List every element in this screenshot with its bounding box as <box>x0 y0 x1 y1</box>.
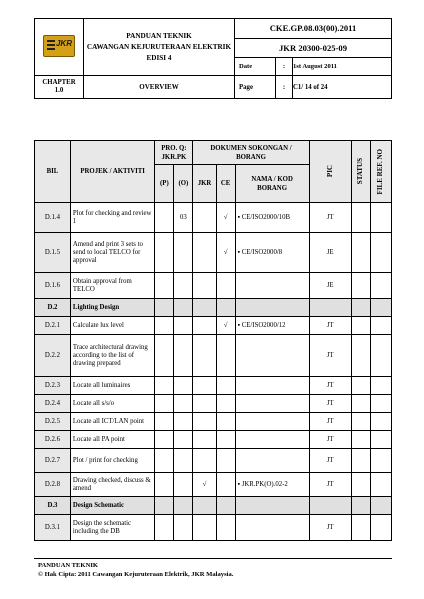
page-label: Page <box>235 76 276 99</box>
jkr-logo: JKR <box>43 35 75 57</box>
row-pic: JT <box>309 395 351 413</box>
row-jkr-check <box>193 431 216 449</box>
row-form-code: ▪ CE/ISO2000/12 <box>235 317 309 335</box>
row-status <box>351 413 370 431</box>
row-file-ref <box>370 317 391 335</box>
row-o <box>174 273 193 299</box>
row-ce-check <box>216 377 235 395</box>
table-row <box>35 431 392 449</box>
row-pic: JT <box>309 317 351 335</box>
table-row <box>35 233 392 273</box>
row-ce-check <box>216 395 235 413</box>
row-status <box>351 335 370 377</box>
row-file-ref <box>370 413 391 431</box>
row-p <box>155 431 174 449</box>
row-pic: JE <box>309 273 351 299</box>
date-label: Date <box>235 58 276 76</box>
row-jkr-check <box>193 273 216 299</box>
row-file-ref <box>370 515 391 541</box>
row-pic: JT <box>309 473 351 497</box>
row-ce-check <box>216 335 235 377</box>
row-bil: D.3.1 <box>35 515 71 541</box>
row-bil: D.1.6 <box>35 273 71 299</box>
row-status <box>351 273 370 299</box>
row-form-code: ▪ CE/ISO2000/8 <box>235 233 309 273</box>
table-row <box>35 203 392 233</box>
row-activity: Plot for checking and review 1 <box>70 203 154 233</box>
row-bil: D.2.6 <box>35 431 71 449</box>
row-p <box>155 203 174 233</box>
row-pic: JE <box>309 233 351 273</box>
table-row <box>35 317 392 335</box>
table-row <box>35 497 392 515</box>
header-status: STATUS <box>351 141 370 203</box>
row-jkr-check <box>193 377 216 395</box>
header-pro-q: PRO. Q: JKR.PK <box>155 141 193 165</box>
header-ce: CE <box>216 165 235 203</box>
row-o <box>174 413 193 431</box>
row-p <box>155 377 174 395</box>
page-sep: : <box>276 76 293 99</box>
doc-code: CKE.GP.08.03(00).2011 <box>235 19 392 39</box>
row-activity: Design the schematic including the DB <box>70 515 154 541</box>
row-bil: D.2.8 <box>35 473 71 497</box>
row-form-code: ▪ CE/ISO2000/10B <box>235 203 309 233</box>
row-jkr-check <box>193 515 216 541</box>
header-pic: PIC <box>309 141 351 203</box>
row-o <box>174 473 193 497</box>
row-activity: Trace architectural drawing according to the list of drawing prepared <box>70 335 154 377</box>
row-bil: D.1.5 <box>35 233 71 273</box>
row-file-ref <box>370 273 391 299</box>
row-pic: JT <box>309 335 351 377</box>
row-form-code <box>235 449 309 473</box>
org-title: PANDUAN TEKNIK CAWANGAN KEJURUTERAAN ELEKTRIK EDISI 4 <box>84 19 235 76</box>
row-p <box>155 317 174 335</box>
row-jkr-check <box>193 413 216 431</box>
row-activity: Calculate lux level <box>70 317 154 335</box>
row-activity: Locate all PA point <box>70 431 154 449</box>
row-file-ref <box>370 449 391 473</box>
row-form-code <box>235 273 309 299</box>
row-p <box>155 273 174 299</box>
table-row <box>35 299 392 317</box>
chapter-cell: CHAPTER 1.0 <box>35 76 84 99</box>
header-o: (O) <box>174 165 193 203</box>
row-ce-check <box>216 473 235 497</box>
section-heading: Lighting Design <box>70 299 154 317</box>
row-activity: Amend and print 3 sets to send to local TELCO for approval <box>70 233 154 273</box>
row-p <box>155 233 174 273</box>
row-pic: JT <box>309 377 351 395</box>
row-o <box>174 395 193 413</box>
page-footer <box>38 561 233 579</box>
footer-copyright: © Hak Cipta: 2011 Cawangan Kejuruteraan Elektrik, JKR Malaysia. <box>38 571 234 578</box>
row-o <box>174 335 193 377</box>
row-bil: D.2.4 <box>35 395 71 413</box>
row-bil: D.3 <box>35 497 71 515</box>
row-status <box>351 473 370 497</box>
row-status <box>351 377 370 395</box>
row-ce-check <box>216 273 235 299</box>
row-file-ref <box>370 395 391 413</box>
row-jkr-check <box>193 395 216 413</box>
row-o <box>174 515 193 541</box>
row-pic: JT <box>309 515 351 541</box>
row-p <box>155 395 174 413</box>
footer-title: PANDUAN TEKNIK <box>38 562 99 569</box>
table-row <box>35 515 392 541</box>
table-row <box>35 273 392 299</box>
row-activity: Locate all luminaires <box>70 377 154 395</box>
table-row <box>35 473 392 497</box>
activity-table <box>34 140 392 541</box>
table-row <box>35 395 392 413</box>
row-ce-check <box>216 431 235 449</box>
row-o <box>174 233 193 273</box>
row-status <box>351 203 370 233</box>
section-heading: Design Schematic <box>70 497 154 515</box>
header-nama: NAMA / KOD BORANG <box>235 165 309 203</box>
row-activity: Plot / print for checking <box>70 449 154 473</box>
row-activity: Locate all s/s/o <box>70 395 154 413</box>
row-bil: D.2.5 <box>35 413 71 431</box>
table-row <box>35 413 392 431</box>
row-jkr-check <box>193 449 216 473</box>
row-pic: JT <box>309 203 351 233</box>
logo-cell <box>35 19 84 76</box>
section-title: OVERVIEW <box>84 76 235 99</box>
row-file-ref <box>370 203 391 233</box>
row-o <box>174 377 193 395</box>
ref-code: JKR 20300-025-09 <box>235 38 392 58</box>
date-sep: : <box>276 58 293 76</box>
row-form-code <box>235 515 309 541</box>
row-activity: Drawing checked, discuss & amend <box>70 473 154 497</box>
header-projek: PROJEK / AKTIVITI <box>70 141 154 203</box>
document-header <box>34 18 392 99</box>
row-jkr-check <box>193 335 216 377</box>
page-number: C1/ 14 of 24 <box>293 76 392 99</box>
row-o: 03 <box>174 203 193 233</box>
row-bil: D.1.4 <box>35 203 71 233</box>
activity-rows <box>35 203 392 541</box>
header-file-ref: FILE REF. NO <box>370 141 391 203</box>
row-p <box>155 413 174 431</box>
row-status <box>351 233 370 273</box>
row-ce-check <box>216 515 235 541</box>
row-form-code <box>235 413 309 431</box>
row-status <box>351 449 370 473</box>
row-pic: JT <box>309 431 351 449</box>
table-row <box>35 449 392 473</box>
row-activity: Obtain approval from TELCO <box>70 273 154 299</box>
row-file-ref <box>370 431 391 449</box>
header-dokumen: DOKUMEN SOKONGAN / BORANG <box>193 141 309 165</box>
row-file-ref <box>370 377 391 395</box>
row-status <box>351 431 370 449</box>
row-bil: D.2.2 <box>35 335 71 377</box>
row-form-code <box>235 395 309 413</box>
row-pic: JT <box>309 413 351 431</box>
row-ce-check <box>216 449 235 473</box>
row-form-code <box>235 335 309 377</box>
row-bil: D.2.7 <box>35 449 71 473</box>
row-p <box>155 449 174 473</box>
row-jkr-check <box>193 203 216 233</box>
header-jkr: JKR <box>193 165 216 203</box>
table-row <box>35 377 392 395</box>
row-bil: D.2 <box>35 299 71 317</box>
row-pic: JT <box>309 449 351 473</box>
row-ce-check: √ <box>216 233 235 273</box>
row-ce-check: √ <box>216 203 235 233</box>
row-status <box>351 317 370 335</box>
row-p <box>155 335 174 377</box>
row-o <box>174 449 193 473</box>
header-bil: BIL <box>35 141 71 203</box>
row-status <box>351 395 370 413</box>
row-form-code <box>235 431 309 449</box>
row-ce-check <box>216 413 235 431</box>
row-jkr-check <box>193 317 216 335</box>
row-jkr-check: √ <box>193 473 216 497</box>
table-row <box>35 335 392 377</box>
row-file-ref <box>370 233 391 273</box>
row-bil: D.2.3 <box>35 377 71 395</box>
footer-divider <box>34 558 392 559</box>
row-p <box>155 473 174 497</box>
header-p: (P) <box>155 165 174 203</box>
row-p <box>155 515 174 541</box>
row-file-ref <box>370 473 391 497</box>
row-o <box>174 431 193 449</box>
row-file-ref <box>370 335 391 377</box>
row-form-code: ▪ JKR.PK(O).02-2 <box>235 473 309 497</box>
date-value: 1st August 2011 <box>293 58 392 76</box>
row-o <box>174 317 193 335</box>
row-form-code <box>235 377 309 395</box>
row-activity: Locate all ICT/LAN point <box>70 413 154 431</box>
row-bil: D.2.1 <box>35 317 71 335</box>
row-status <box>351 515 370 541</box>
row-ce-check: √ <box>216 317 235 335</box>
row-jkr-check <box>193 233 216 273</box>
